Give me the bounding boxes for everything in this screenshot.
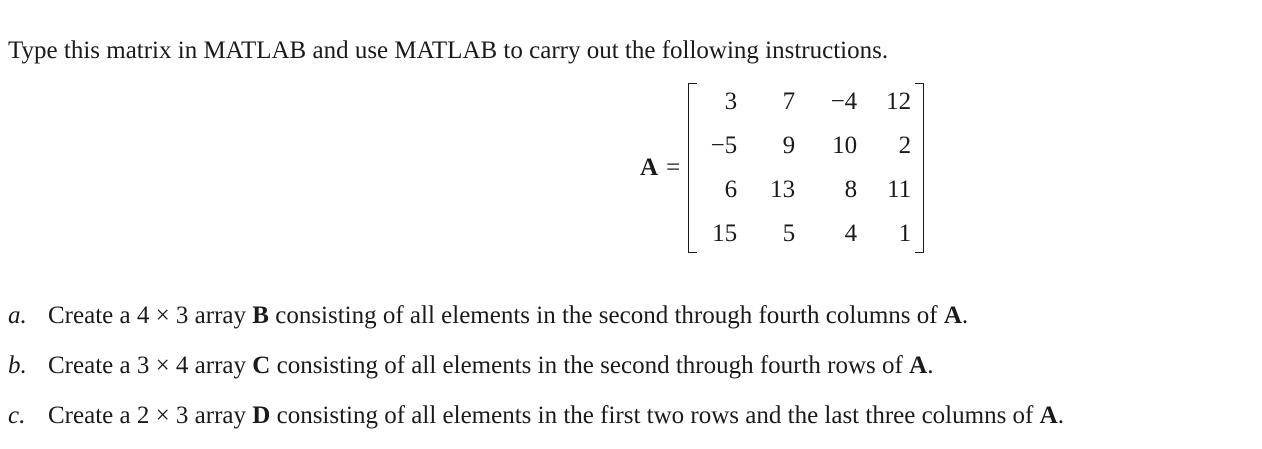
- item-prefix: Create a 4 × 3 array: [48, 302, 253, 329]
- matrix-cell: 9: [782, 132, 796, 159]
- item-ref: A: [1039, 402, 1058, 429]
- matrix-cell: −5: [710, 132, 738, 159]
- item-prefix: Create a 3 × 4 array: [48, 352, 253, 379]
- matrix-cell: 10: [832, 132, 858, 159]
- matrix-cell: 8: [844, 176, 858, 203]
- item-var: D: [252, 402, 271, 429]
- matrix-equation: [640, 80, 924, 256]
- item-middle: consisting of all elements in the first two rows and the last three columns of: [270, 402, 1040, 429]
- item-var: B: [252, 302, 269, 329]
- matrix-cell: 5: [782, 220, 796, 247]
- matrix-cell: 6: [724, 176, 738, 203]
- matrix-name: A: [640, 154, 659, 181]
- matrix-cell: 13: [770, 176, 796, 203]
- item-var: C: [252, 352, 271, 379]
- item-label: c.: [8, 402, 26, 429]
- item-label: a.: [8, 302, 27, 329]
- matrix-cell: 1: [898, 220, 912, 247]
- intro-text: Type this matrix in MATLAB and use MATLAB to carry out the following instructions.: [8, 37, 889, 64]
- item-ref: A: [943, 302, 962, 329]
- item-end: .: [1057, 402, 1064, 429]
- item-end: .: [961, 302, 969, 329]
- matrix-cell: 11: [887, 176, 912, 203]
- matrix-cell: 12: [886, 88, 912, 115]
- item-end: .: [927, 352, 934, 379]
- item-text: [48, 298, 968, 334]
- matrix-cell: 4: [844, 220, 858, 247]
- right-bracket: [915, 83, 924, 253]
- item-middle: consisting of all elements in the second through fourth rows of: [270, 352, 910, 379]
- item-ref: A: [909, 352, 928, 379]
- matrix-cell: −4: [830, 88, 858, 115]
- item-label: b.: [8, 352, 27, 379]
- item-text: [48, 398, 1064, 434]
- equals-sign: =: [666, 154, 681, 181]
- item-middle: consisting of all elements in the second through fourth columns of: [268, 302, 944, 329]
- left-bracket: [688, 83, 697, 253]
- item-text: [48, 348, 933, 384]
- matrix-cell: 15: [712, 220, 738, 247]
- matrix-cell: 7: [782, 88, 796, 115]
- matrix-grid: [699, 80, 913, 256]
- matrix-cell: 3: [724, 88, 738, 115]
- matrix-cell: 2: [898, 132, 912, 159]
- item-prefix: Create a 2 × 3 array: [48, 402, 253, 429]
